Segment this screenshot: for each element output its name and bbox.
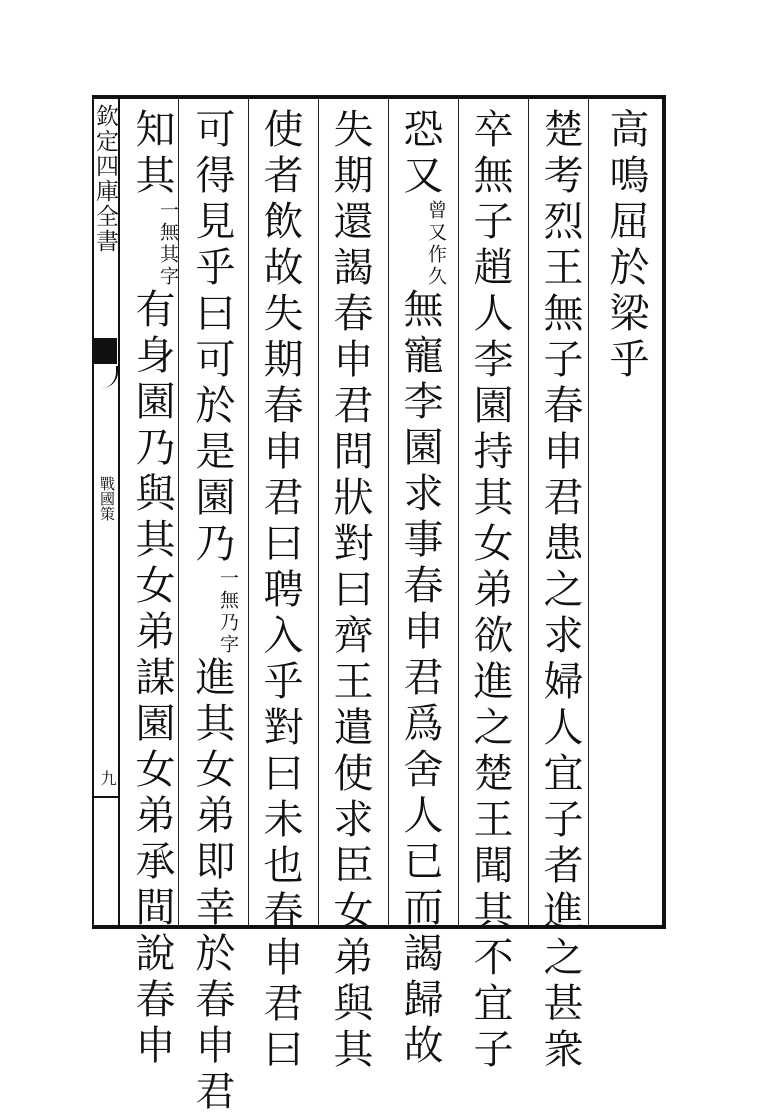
margin-divider (118, 95, 120, 929)
column-text-after: 有身園乃與其女弟謀園女弟承間說春申 (129, 288, 175, 1070)
page-frame-right (662, 95, 666, 929)
fish-tail-curve (100, 366, 118, 388)
note-line: 其字 (157, 244, 179, 288)
column-text-after: 進其女弟即幸於春申君 (189, 656, 235, 1116)
note-line: 一無 (217, 568, 239, 612)
text-column-2 (530, 108, 590, 1074)
column-text-after: 無寵李園求事春申君爲舍人已而謁歸故 (397, 288, 443, 1070)
text-column-8 (122, 108, 182, 1070)
margin-page-rule (93, 796, 118, 798)
text-column-3 (460, 108, 520, 1074)
fish-tail-block (93, 338, 117, 364)
note-line: 乃字 (217, 612, 239, 656)
text-column-7 (182, 108, 242, 1116)
note-line: 曾又 (425, 200, 447, 244)
interlinear-note (422, 200, 450, 288)
text-column-6 (250, 108, 310, 1074)
interlinear-note (154, 200, 182, 288)
column-text: 使者飲故失期春申君曰聘入乎對曰未也春申君曰 (257, 108, 303, 1074)
column-text-before: 知其 (129, 108, 175, 200)
margin-book-title: 欽定四庫全書 (92, 104, 118, 254)
margin-page-number: 九 (98, 770, 117, 786)
column-text: 失期還謁春申君問狀對曰齊王遣使求臣女弟與其 (327, 108, 373, 1074)
column-text: 楚考烈王無子春申君患之求婦人宜子者進之甚衆 (537, 108, 583, 1074)
column-text: 卒無子趙人李園持其女弟欲進之楚王聞其不宜子 (467, 108, 513, 1074)
text-column-1 (596, 108, 656, 384)
column-rule (458, 99, 459, 925)
column-text-before: 恐又 (397, 108, 443, 200)
column-rule (388, 99, 389, 925)
interlinear-note (214, 568, 242, 656)
column-rule (318, 99, 319, 925)
text-column-4 (390, 108, 450, 1070)
note-line: 作久 (425, 244, 447, 288)
column-rule (528, 99, 529, 925)
column-rule (248, 99, 249, 925)
column-text-before: 可得見乎曰可於是園乃 (189, 108, 235, 568)
column-text: 高鳴屈於梁乎 (603, 108, 649, 384)
text-column-5 (320, 108, 380, 1074)
margin-section-title: 戰國策 (98, 476, 116, 521)
note-line: 一無 (157, 200, 179, 244)
